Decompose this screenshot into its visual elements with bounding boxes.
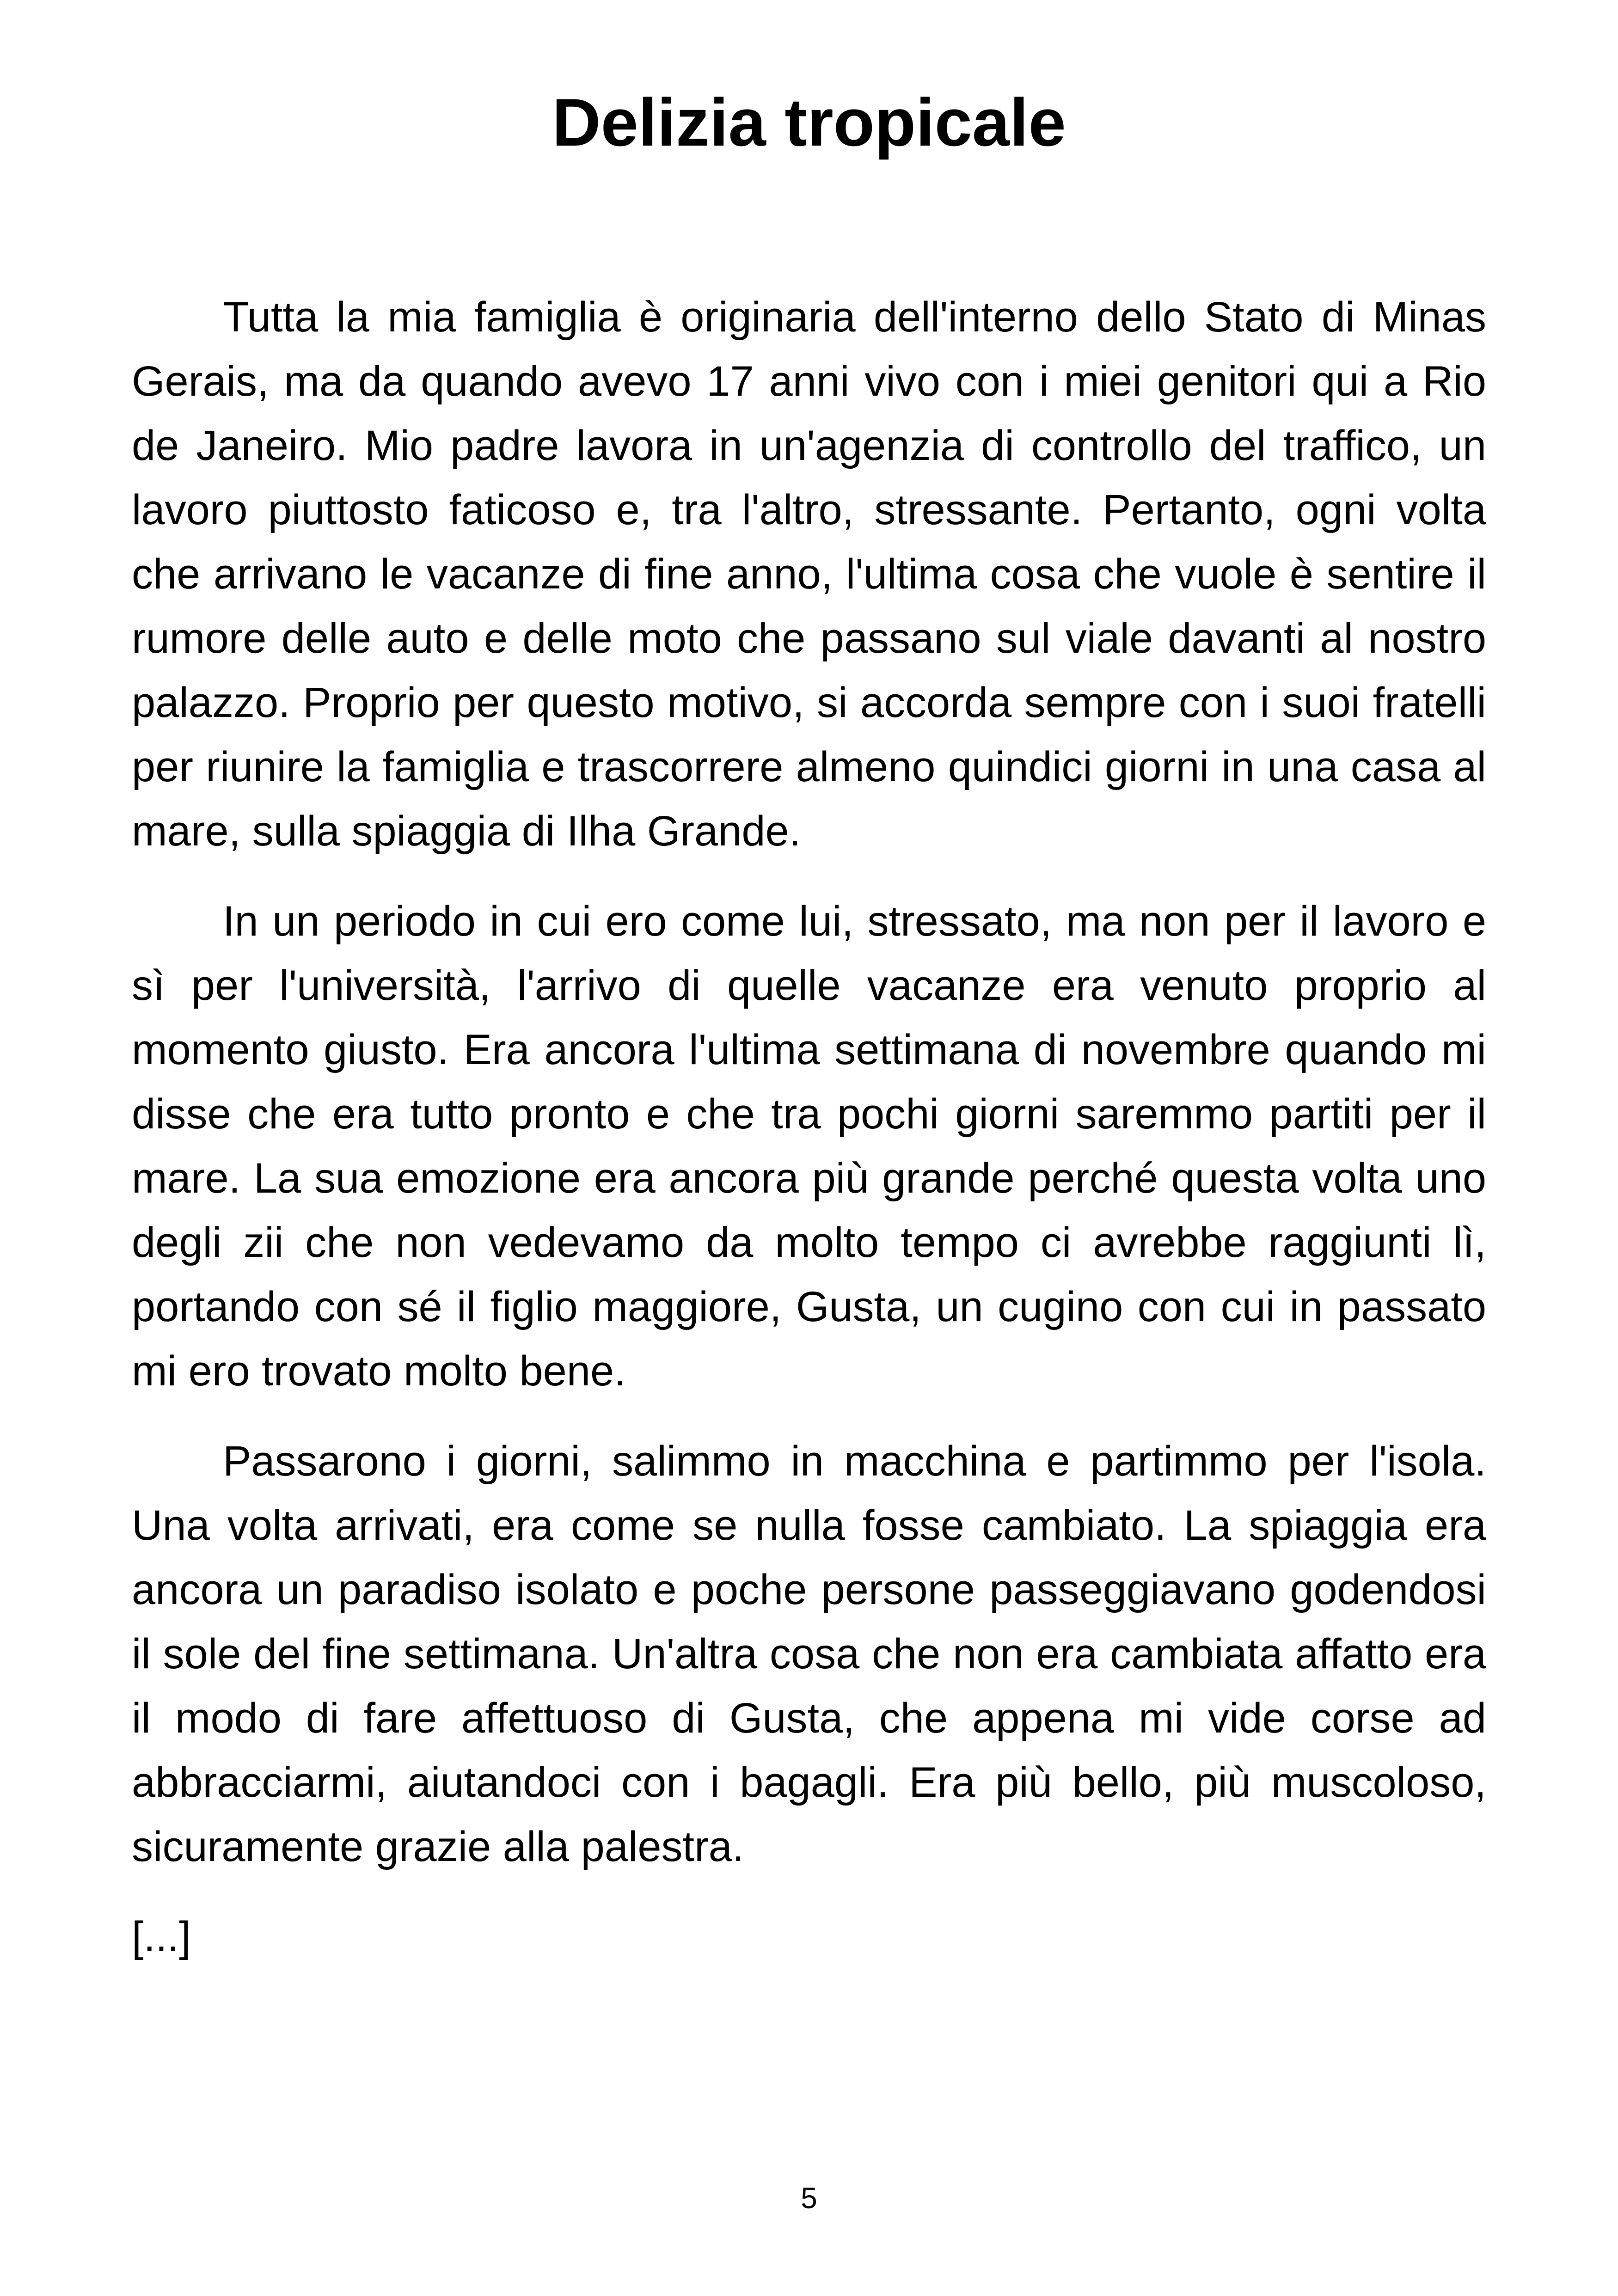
paragraph-2: In un periodo in cui ero come lui, stressato, ma non per il lavoro e sì per l'università, l'arrivo di quelle vacanze era venuto proprio al momento giusto. Era ancora l'ultima settimana di novembre quando mi disse che era tutto pronto e che tra pochi giorni saremmo partiti per il mare. La sua emozione era ancora più grande perché questa volta uno degli zii che non vedevamo da molto tempo ci avrebbe raggiunti lì, portando con sé il figlio maggiore, Gusta, un cugino con cui in passato mi ero trovato molto bene. bbox=[132, 898, 1486, 1395]
paragraph-1: Tutta la mia famiglia è originaria dell'interno dello Stato di Minas Gerais, ma da quando avevo 17 anni vivo con i miei genitori qui a Rio de Janeiro. Mio padre lavora in un'agenzia di controllo del traffico, un lavoro piuttosto faticoso e, tra l'altro, stressante. Pertanto, ogni volta che arrivano le vacanze di fine anno, l'ultima cosa che vuole è sentire il rumore delle auto e delle moto che passano sul viale davanti al nostro palazzo. Proprio per questo motivo, si accorda sempre con i suoi fratelli per riunire la famiglia e trascorrere almeno quindici giorni in una casa al mare, sulla spiaggia di Ilha Grande. bbox=[132, 294, 1486, 855]
document-body bbox=[132, 285, 1486, 1969]
page-number: 5 bbox=[801, 2181, 817, 2215]
omission-marker: [...] bbox=[132, 1913, 191, 1960]
page-title: Delizia tropicale bbox=[552, 85, 1066, 160]
paragraph-3: Passarono i giorni, salimmo in macchina e partimmo per l'isola. Una volta arrivati, era come se nulla fosse cambiato. La spiaggia era ancora un paradiso isolato e poche persone passeggiavano godendosi il sole del fine settimana. Un'altra cosa che non era cambiata affatto era il modo di fare affettuoso di Gusta, che appena mi vide corse ad abbracciarmi, aiutandoci con i bagagli. Era più bello, più muscoloso, sicuramente grazie alla palestra. bbox=[132, 1438, 1486, 1870]
